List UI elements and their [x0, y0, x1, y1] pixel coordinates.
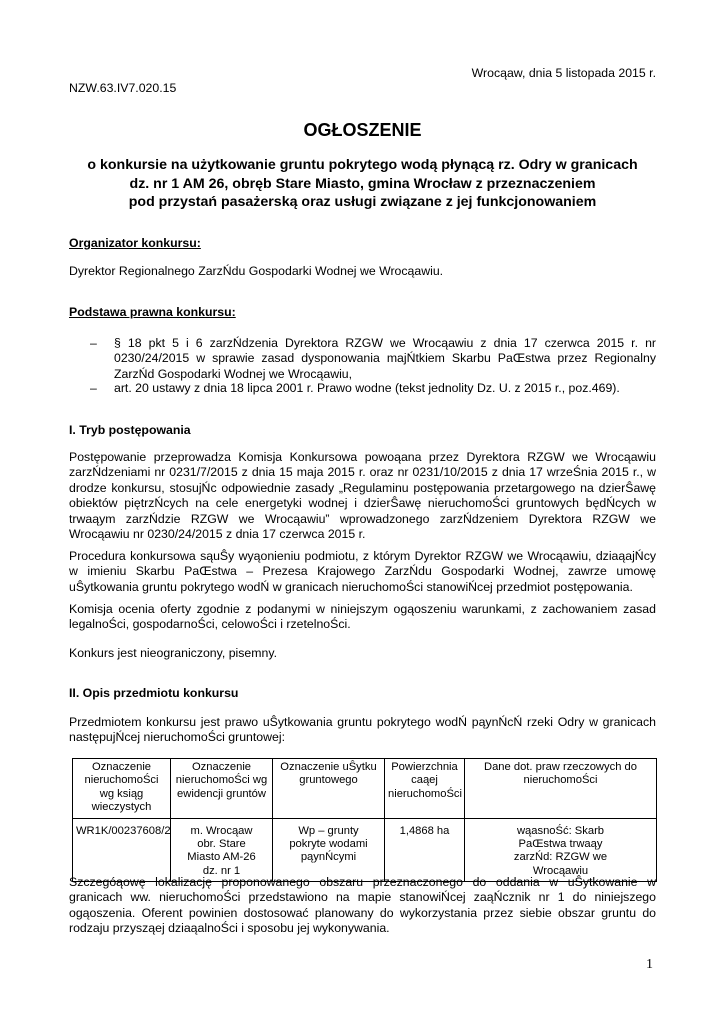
paragraph: Przedmiotem konkursu jest prawo uŜytkowania gruntu pokrytego wodŃ pąynŃcŃ rzeki Odry w granicach następujŃcej nieruchomoŚci gruntowej: [69, 715, 656, 745]
paragraph: Komisja ocenia oferty zgodnie z podanymi w niniejszym ogąoszeniu warunkami, z zachowaniem zasad legalnoŚci, gospodarnoŚci, celowoŚci i rzetelnoŚci. [69, 602, 656, 632]
table-cell: WR1K/00237608/2 [73, 818, 171, 882]
subtitle [60, 156, 665, 212]
page-title: OGŁOSZENIE [303, 120, 422, 140]
table-cell: Wp – grunty pokryte wodami pąynŃcymi [273, 818, 385, 882]
list-item [90, 336, 656, 382]
table-row [73, 818, 657, 882]
reference-number: NZW.63.IV7.020.15 [69, 81, 177, 95]
organizer-heading: Organizator konkursu: [69, 236, 201, 250]
paragraph: Szczegóąowę lokalizację proponowanego obszaru przeznaczonego do oddania w uŜytkowanie w granicach ww. nieruchomoŚci przedstawiono na mapie stanowiŃcej zaąŃcznik nr 1 do niniejszego ogąoszenia. Oferent powinien dostosować planowany do wykorzystania przez siebie obszar gruntu do rodzaju przysząej dziaąalnoŚci i sposobu jej wykonywania. [69, 875, 656, 936]
list-item [90, 381, 656, 396]
table-header-cell: Powierzchnia caąej nieruchomoŚci [385, 759, 465, 819]
subtitle-line: dz. nr 1 AM 26, obręb Stare Miasto, gmina Wrocław z przeznaczeniem [129, 175, 596, 192]
subtitle-line: pod przystań pasażerską oraz usługi związane z jej funkcjonowaniem [128, 194, 597, 210]
organizer-text: Dyrektor Regionalnego ZarzŃdu Gospodarki Wodnej we Wrocąawiu. [69, 264, 444, 278]
section-heading: I. Tryb postępowania [69, 423, 191, 437]
table-cell: 1,4868 ha [385, 818, 465, 882]
list-bullet: – [90, 381, 97, 395]
table-header-cell: Oznaczenie nieruchomoŚci wg ewidencji gruntów [171, 759, 273, 819]
place-date: Wrocąaw, dnia 5 listopada 2015 r. [471, 66, 656, 80]
list-item-text: art. 20 ustawy z dnia 18 lipca 2001 r. Prawo wodne (tekst jednolity Dz. U. z 2015 r., poz.469). [114, 381, 620, 395]
list-item-text: § 18 pkt 5 i 6 zarzŃdzenia Dyrektora RZGW we Wrocąawiu z dnia 17 czerwca 2015 r. nr 0230/24/2015 w sprawie zasad dysponowania majŃtkiem Skarbu PaŒstwa przez Regionalny ZarzŃd Gospodarki Wodnej we Wrocąawiu, [114, 336, 656, 381]
table-cell: m. Wrocąaw obr. Stare Miasto AM-26 dz. nr 1 [171, 818, 273, 882]
list-bullet: – [90, 336, 97, 350]
paragraph: Procedura konkursowa sąuŜy wyąonieniu podmiotu, z którym Dyrektor RZGW we Wrocąawiu, dziaąajŃcy w imieniu Skarbu PaŒstwa – Prezesa Krajowego ZarzŃdu Gospodarki Wodnej, zawrze umowę uŜytkowania gruntu pokrytego wodŃ w granicach nieruchomoŚci stanowiŃcej przedmiot postępowania. [69, 549, 656, 594]
property-table [72, 758, 656, 882]
legal-basis-heading: Podstawa prawna konkursu: [69, 305, 236, 319]
table-header-row [73, 759, 657, 819]
paragraph: Postępowanie przeprowadza Komisja Konkursowa powoąana przez Dyrektora RZGW we Wrocąawiu zarzŃdzeniami nr 0231/7/2015 z dnia 15 maja 2015 r. oraz nr 0231/10/2015 z dnia 17 wrzeŚnia 2015 r., w drodze konkursu, stosujŃc odpowiednie zasady „Regulaminu postępowania przetargowego na dzierŜawę obiektów piętrzŃcych na cele energetyki wodnej i dzierŜawę nieruchomoŚci gruntowych będŃcych w trwaąym zarzŃdzie RZGW we Wrocąawiu” wprowadzonego zarzŃdzeniem Dyrektora RZGW we Wrocąawiu nr 0230/24/2015 z dnia 17 czerwca 2015 r. [69, 450, 656, 542]
section-heading: II. Opis przedmiotu konkursu [69, 686, 239, 700]
table-cell: wąasnoŚć: Skarb PaŒstwa trwaąy zarzŃd: RZGW we Wrocąawiu [465, 818, 657, 882]
legal-basis-list [90, 336, 656, 396]
subtitle-line: o konkursie na użytkowanie gruntu pokrytego wodą płynącą rz. Odry w granicach [87, 157, 638, 173]
table-header-cell: Oznaczenie nieruchomoŚci wg ksiąg wieczystych [73, 759, 171, 819]
table-header-cell: Dane dot. praw rzeczowych do nieruchomoŚci [465, 759, 657, 819]
page-number: 1 [646, 957, 653, 972]
paragraph: Konkurs jest nieograniczony, pisemny. [69, 646, 278, 660]
table-header-cell: Oznaczenie uŜytku gruntowego [273, 759, 385, 819]
